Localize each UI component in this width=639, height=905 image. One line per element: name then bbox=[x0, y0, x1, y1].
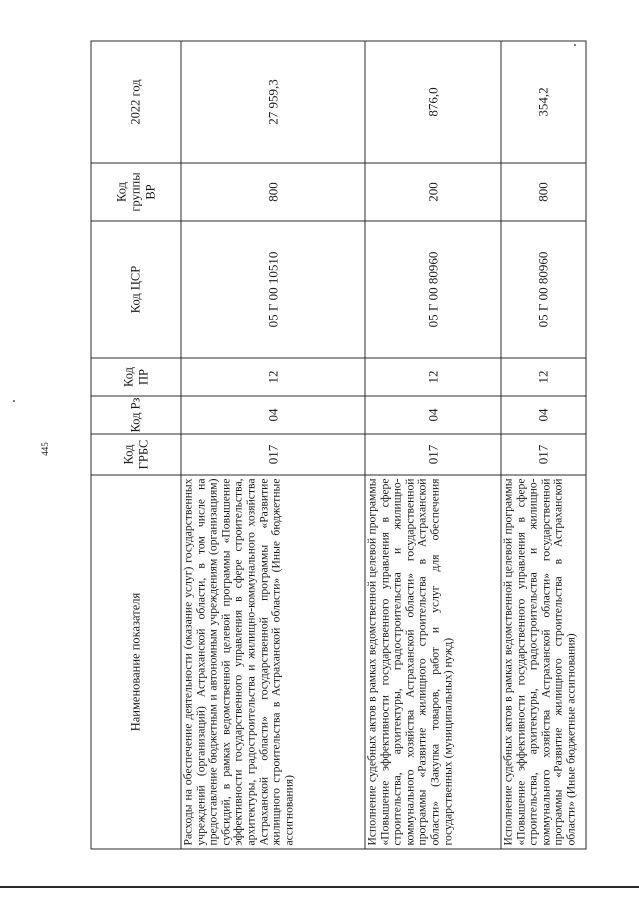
header-vr: Код группы ВР bbox=[91, 163, 181, 221]
row-value: 354,2 bbox=[501, 41, 586, 163]
row-grbs: 017 bbox=[501, 434, 586, 475]
row-rz: 04 bbox=[181, 396, 365, 434]
row-pr: 12 bbox=[365, 358, 501, 396]
row-csr: 05 Г 00 80960 bbox=[365, 221, 501, 358]
row-csr: 05 Г 00 10510 bbox=[181, 221, 365, 358]
row-name: Исполнение судебных актов в рамках ведомственной целевой программы «Повышение эффективности государственного управления в сфере строительства, архитектуры, градостроительства и жилищно-коммунального хозяйства Астраханской области» государственной программы «Развитие жилищного строительства в Астраханской области» (Закупка товаров, работ и услуг для обеспечения государственных (муниципальных) нужд) bbox=[365, 475, 501, 849]
header-rz: Код Рз bbox=[91, 396, 181, 434]
row-vr: 800 bbox=[501, 163, 586, 221]
row-rz: 04 bbox=[501, 396, 586, 434]
table-row bbox=[181, 41, 365, 849]
page-number: 445 bbox=[40, 442, 50, 456]
rotated-table-wrapper bbox=[91, 41, 586, 849]
row-csr: 05 Г 00 80960 bbox=[501, 221, 586, 358]
row-name: Расходы на обеспечение деятельности (оказание услуг) государственных учреждений (организаций) Астраханской области, в том числе на предоставление бюджетным и автономным учреждениям (организациям) субсидий, в рамках ведомственной целевой программы «Повышение эффективности государственного управления в сфере строительства, архитектуры, градостроительства и жилищно-коммунального хозяйства Астраханской области» государственной программы «Развитие жилищного строительства в Астраханской области» (Иные бюджетные ассигнования) bbox=[181, 475, 365, 849]
row-value: 876,0 bbox=[365, 41, 501, 163]
row-grbs: 017 bbox=[365, 434, 501, 475]
header-row bbox=[91, 41, 181, 849]
page-bottom-rule bbox=[0, 886, 639, 888]
table-row bbox=[365, 41, 501, 849]
header-name: Наименование показателя bbox=[91, 475, 181, 849]
scan-speck bbox=[13, 400, 15, 402]
table-row bbox=[501, 41, 586, 849]
header-year: 2022 год bbox=[91, 41, 181, 163]
header-csr: Код ЦСР bbox=[91, 221, 181, 358]
row-vr: 200 bbox=[365, 163, 501, 221]
row-name: Исполнение судебных актов в рамках ведомственной целевой программы «Повышение эффективности государственного управления в сфере строительства, архитектуры, градостроительства и жилищно-коммунального хозяйства Астраханской области» государственной программы «Развитие жилищного строительства в Астраханской области» (Иные бюджетные ассигнования) bbox=[501, 475, 586, 849]
header-grbs: Код ГРБС bbox=[91, 434, 181, 475]
header-pr: Код ПР bbox=[91, 358, 181, 396]
row-value: 27 959,3 bbox=[181, 41, 365, 163]
row-rz: 04 bbox=[365, 396, 501, 434]
row-pr: 12 bbox=[181, 358, 365, 396]
row-vr: 800 bbox=[181, 163, 365, 221]
row-pr: 12 bbox=[501, 358, 586, 396]
row-grbs: 017 bbox=[181, 434, 365, 475]
budget-table bbox=[91, 40, 587, 849]
